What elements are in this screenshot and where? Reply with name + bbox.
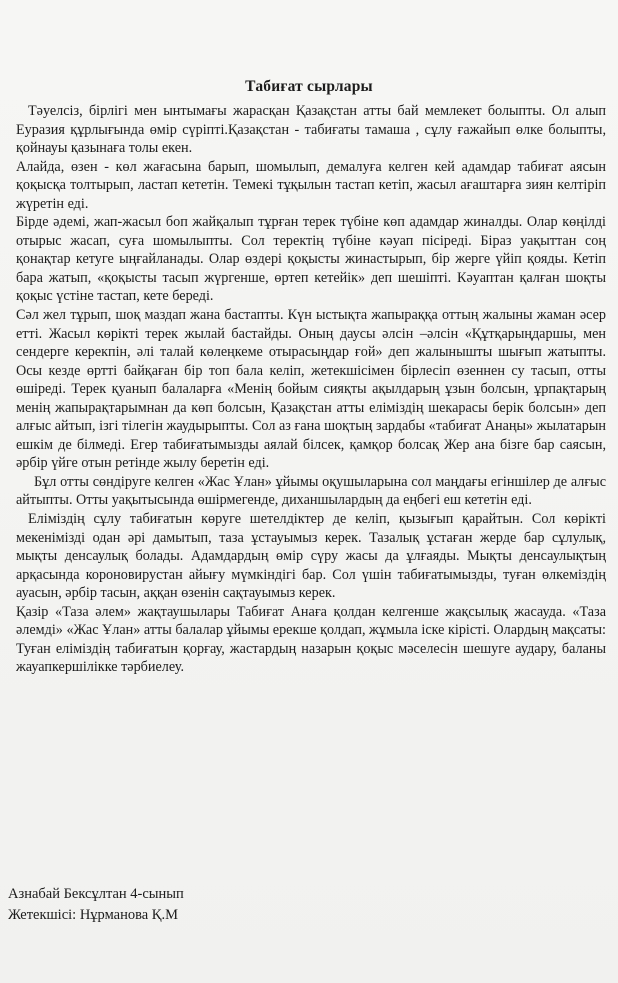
author-line: Азнабай Бексұлтан 4-сынып xyxy=(8,886,184,902)
signature-block xyxy=(8,884,184,926)
paragraph-5: Бұл отты сөндіруге келген «Жас Ұлан» ұйымы оқушыларына сол маңдағы егіншілер де алғыс айтыпты. Отты уақытысында өшірмегенде, диханшылардың да еңбегі еш кететін еді. xyxy=(16,473,606,509)
supervisor-line: Жетекшісі: Нұрманова Қ.М xyxy=(8,907,178,923)
paragraph-6: Еліміздің сұлу табиғатын көруге шетелдіктер де келіп, қызығып қарайтын. Сол көрікті мекенімізді одан әрі дамытып, таза ұстауымыз керек. Тазалық ұстаған жерде бар сұлулық, мықты денсаулық болады. Адамдардың өмір сүру жасы да ұлғаяды. Мықты денсаулықтың арқасында короновирустан айығу мүмкіндігі бар. Сол үшін табиғатымызды, туған өлкеміздің ауасын, әрбір тасын, аққан өзенін сақтауымыз керек. xyxy=(16,511,606,602)
paragraph-4: Сәл жел тұрып, шоқ маздап жана бастапты. Күн ыстықта жапыраққа оттың жалыны жаман әсер етті. Жасыл көрікті терек жылай бастайды. Оның даусы әлсін –әлсін «Құтқарыңдаршы, мен сендерге керекпін, әлі талай көлеңкеме отырасыңдар ғой» деп жалынышты шығып жатыпты. Осы кезде өртті байқаған бір топ бала келіп, жетекшісімен бірлесіп өзеннен су тасып, отты өшіреді. Терек қуанып балаларға «Менің бойым сияқты ақылдарың ұзын болсын, ұрпақтарың менің жапырақтарымнан да көп болсын, Қазақстан атты еліміздің шекарасы берік болсын» деп алғыс айтып, ізгі тілегін жаудырыпты. Сол аз ғана шоқтың зардабы «табиғат Анаңы» жылатарын ешкім де білмеді. Егер табиғатымызды аялай білсек, қамқор болсақ Жер ана бізге бар саясын, әрбір үйге отын ретінде жылу беретін еді. xyxy=(16,307,606,472)
paragraph-3: Бірде әдемі, жап-жасыл боп жайқалып тұрған терек түбіне көп адамдар жиналды. Олар көңілді отырыс жасап, суға шомылыпты. Сол теректің түбіне кәуап пісіреді. Біраз уақыттан соң қонақтар кетуге ыңғайланады. Олар өздері қоқысты жинастырып, бір жерге үйіп қояды. Кетіп бара жатып, «қоқысты тасып жүргенше, өртеп кетейік» деп шешіпті. Кәуаптан қалған шоқты қоқыс үстіне тастап, кете береді. xyxy=(16,214,606,305)
paragraph-7: Қазір «Таза әлем» жақтаушылары Табиғат Анаға қолдан келгенше жақсылық жасауда. «Таза әлемді» «Жас Ұлан» атты балалар ұйымы ерекше қолдап, жұмыла іске кірісті. Олардың мақсаты: Туған еліміздің табиғатын қорғау, жастардың назарын қоқыс мәселесін шешуге аудару, баланы жауапкершілікке тәрбиелеу. xyxy=(16,603,606,676)
document-body xyxy=(16,102,606,677)
document-title: Табиғат сырлары xyxy=(245,78,373,95)
paragraph-2: Алайда, өзен - көл жағасына барып, шомылып, демалуға келген кей адамдар табиғат аясын қоқысқа толтырып, ластап кететін. Темекі тұқылын тастап кетіп, жасыл ағаштарға зиян келтіріп жүретін еді. xyxy=(16,158,606,212)
paragraph-1: Тәуелсіз, бірлігі мен ынтымағы жарасқан Қазақстан атты бай мемлекет болыпты. Ол алып Еуразия құрлығында өмір сүріпті.Қазақстан - табиғаты тамаша , сұлу ғажайып өлке болыпты, қойнауы қазынаға толы екен. xyxy=(16,103,606,157)
